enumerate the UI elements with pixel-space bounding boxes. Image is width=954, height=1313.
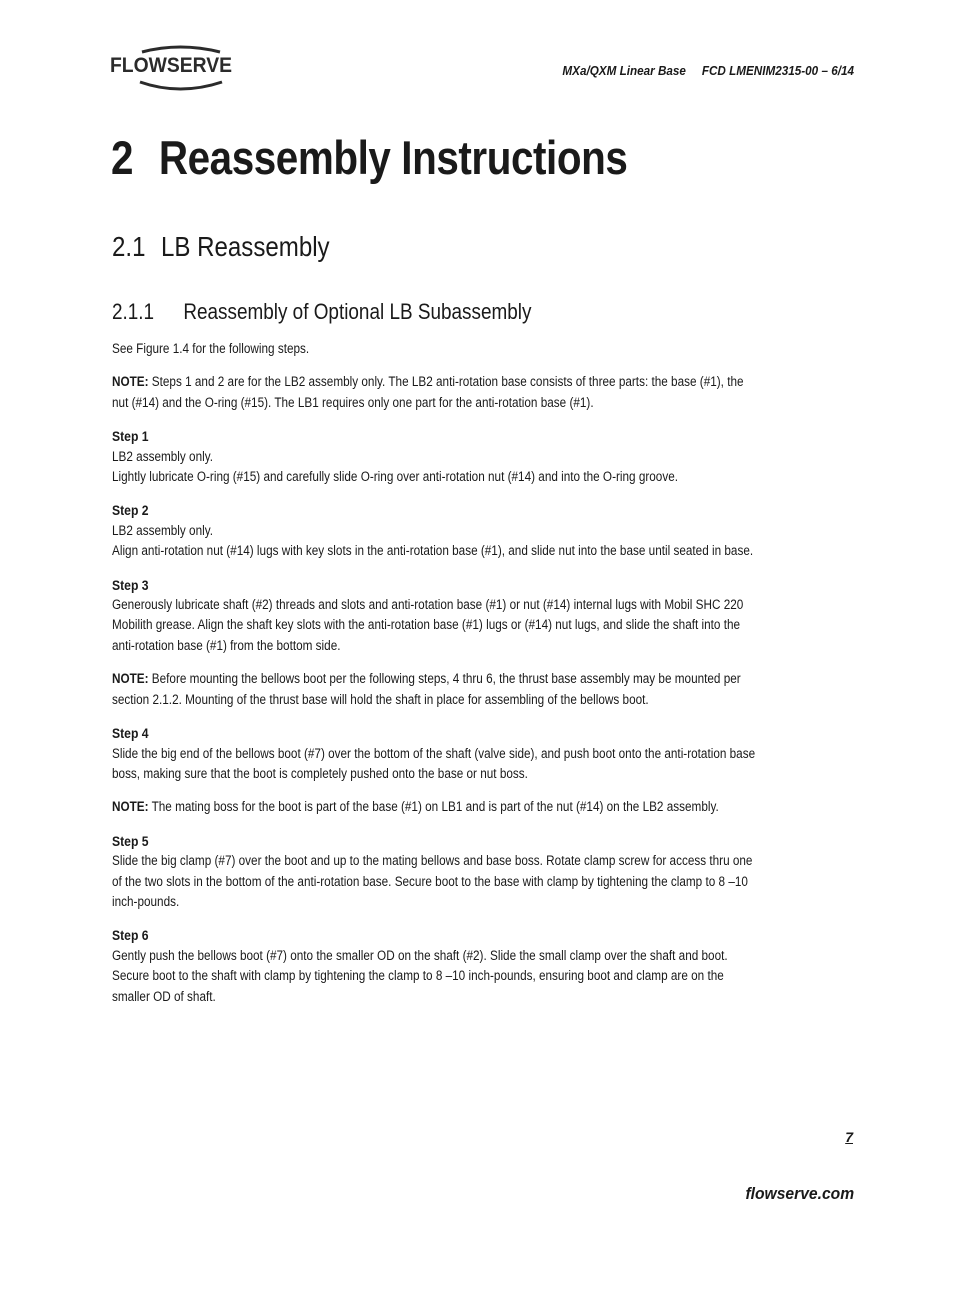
step-5 — [112, 831, 756, 913]
note-paragraph — [112, 372, 756, 413]
step-title: Step 4 — [112, 725, 149, 742]
note-label: NOTE: — [112, 374, 149, 390]
note-text: Steps 1 and 2 are for the LB2 assembly only. The LB2 anti-rotation base consists of three parts: the base (#1), the nut (#14) and the O-ring (#15). The LB1 requires only one part for the anti-rotation base (#1). — [112, 374, 744, 410]
step-line: Align anti-rotation nut (#14) lugs with key slots in the anti-rotation base (#1), and slide nut into the base until seated in base. — [112, 543, 754, 559]
subsection-heading — [112, 230, 330, 264]
intro-paragraph: See Figure 1.4 for the following steps. — [112, 341, 310, 356]
header-product: MXa/QXM Linear Base — [562, 63, 686, 78]
logo-wordmark: FLOWSERVE — [110, 54, 233, 77]
subsection-title: LB Reassembly — [160, 231, 330, 262]
step-line: LB2 assembly only. — [112, 522, 213, 538]
header-doc-code: FCD LMENIM2315-00 – 6/14 — [701, 63, 854, 78]
footer-website[interactable]: flowserve.com — [745, 1184, 854, 1203]
step-title: Step 5 — [112, 832, 149, 849]
subsubsection-heading — [112, 299, 531, 325]
step-title: Step 3 — [112, 576, 149, 593]
note-paragraph — [112, 669, 756, 710]
step-title: Step 1 — [112, 428, 149, 445]
subsubsection-number: 2.1.1 — [112, 299, 155, 324]
step-line: Lightly lubricate O-ring (#15) and carefully slide O-ring over anti-rotation nut (#14) and into the O-ring groove. — [112, 469, 679, 485]
subsection-number: 2.1 — [112, 231, 146, 262]
note-label: NOTE: — [112, 671, 149, 687]
step-3 — [112, 575, 756, 657]
step-line: LB2 assembly only. — [112, 448, 213, 464]
section-heading — [111, 128, 627, 188]
step-line: Slide the big end of the bellows boot (#7) over the bottom of the shaft (valve side), and push boot onto the anti-rotation base boss, making sure that the boot is completely pushed onto the base or nut boss. — [112, 745, 756, 781]
subsubsection-title: Reassembly of Optional LB Subassembly — [183, 299, 532, 324]
step-line: Gently push the bellows boot (#7) onto the smaller OD on the shaft (#2). Slide the small clamp over the shaft and boot. Secure boot to the shaft with clamp by tightening the clamp to 8 –10 inch-pounds, ensuring boot and clamp are on the smaller OD of shaft. — [112, 947, 728, 1004]
step-title: Step 2 — [112, 502, 149, 519]
step-line: Slide the big clamp (#7) over the boot and up to the mating bellows and base boss. Rotate clamp screw for access thru one of the two slots in the bottom of the anti-rotation base. Secure boot to the base with clamp by tightening the clamp to 8 –10 inch-pounds. — [112, 853, 753, 909]
running-header — [562, 63, 854, 78]
step-title: Step 6 — [112, 927, 149, 944]
section-title: Reassembly Instructions — [158, 131, 628, 184]
note-text: The mating boss for the boot is part of the base (#1) on LB1 and is part of the nut (#14) on the LB2 assembly. — [148, 799, 719, 815]
flowserve-logo — [110, 44, 250, 96]
step-1 — [112, 426, 756, 487]
note-label: NOTE: — [112, 799, 149, 815]
step-6 — [112, 925, 756, 1007]
body-text — [112, 339, 756, 1020]
page-number: 7 — [845, 1129, 853, 1145]
note-paragraph — [112, 797, 756, 817]
step-4 — [112, 723, 756, 784]
section-number: 2 — [111, 131, 134, 184]
step-2 — [112, 500, 756, 561]
note-text: Before mounting the bellows boot per the following steps, 4 thru 6, the thrust base assembly may be mounted per section 2.1.2. Mounting of the thrust base will hold the shaft in place for assembling of the bellows boot. — [112, 671, 741, 707]
step-line: Generously lubricate shaft (#2) threads and slots and anti-rotation base (#1) or nut (#14) internal lugs with Mobil SHC 220 Mobilith grease. Align the shaft key slots with the anti-rotation base (#1) lugs or (#14) nut lugs, and slide the shaft into the anti-rotation base (#1) from the bottom side. — [112, 597, 744, 653]
